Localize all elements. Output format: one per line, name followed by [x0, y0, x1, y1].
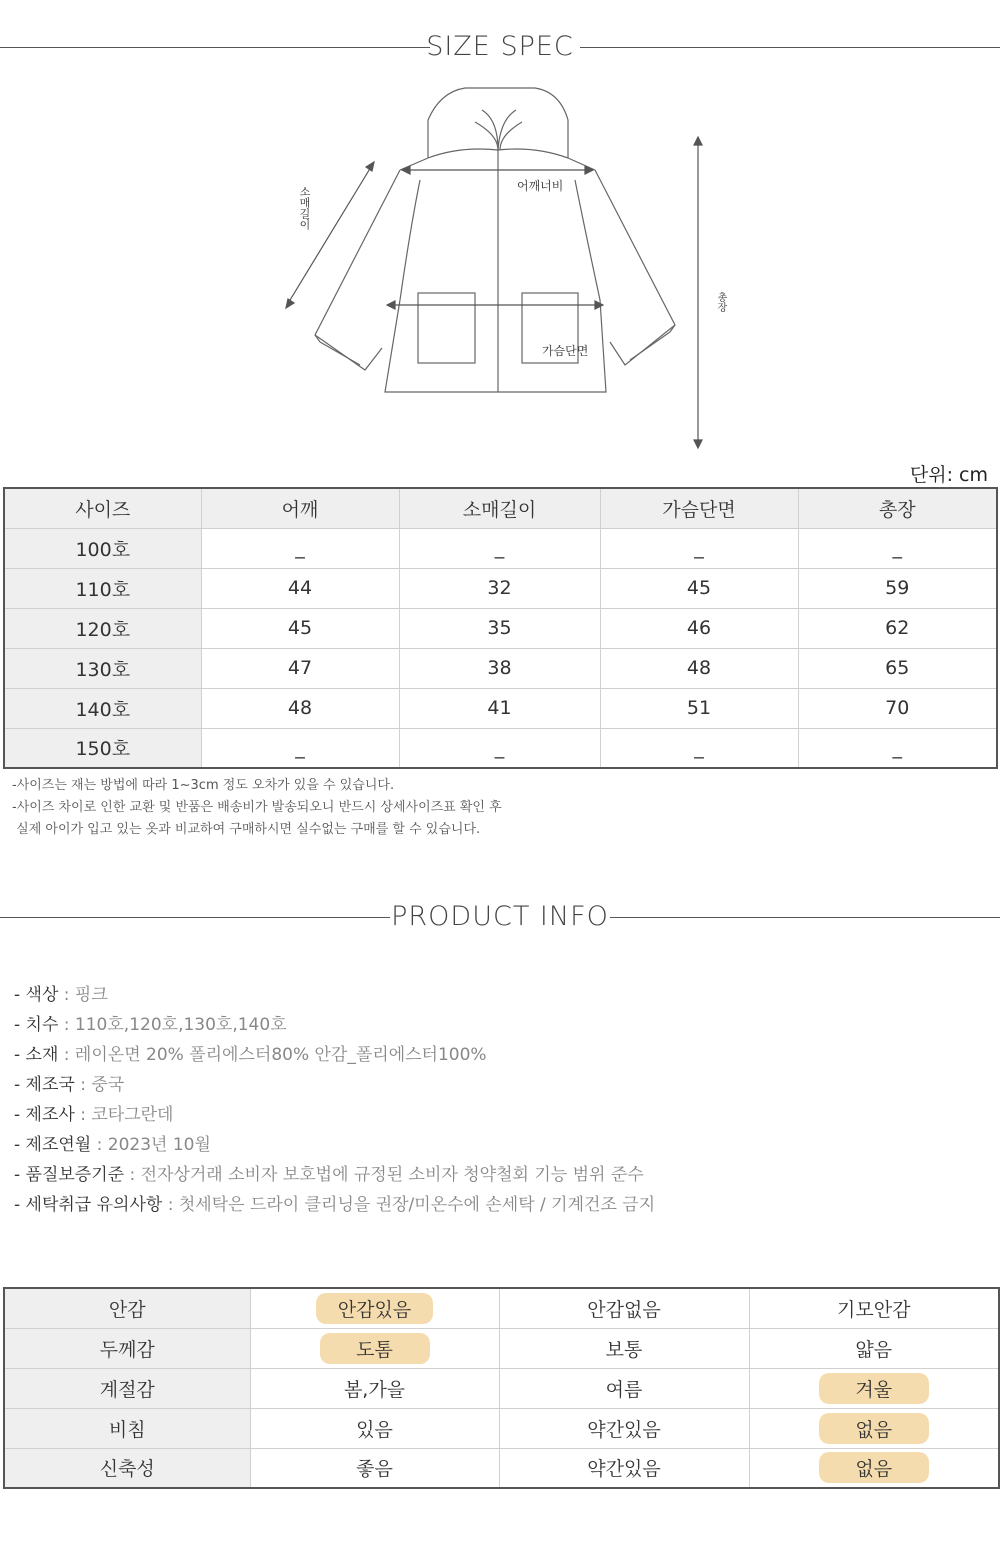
note-line: 실제 아이가 입고 있는 옷과 비교하여 구매하시면 실수없는 구매를 할 수 있습니다.	[12, 822, 481, 837]
feature-option: 약간있음	[587, 1458, 661, 1481]
info-value: : 110호,120호,130호,140호	[58, 1015, 287, 1035]
note-line: -사이즈 차이로 인한 교환 및 반품은 배송비가 발송되오니 반드시 상세사이즈표 확인 후	[12, 800, 502, 815]
feature-option-selected: 없음	[819, 1452, 929, 1483]
table-cell: 46	[600, 608, 798, 648]
table-cell: _	[399, 728, 600, 768]
size-cell: 100호	[4, 528, 201, 568]
table-cell: 51	[600, 688, 798, 728]
table-row	[4, 688, 997, 728]
feature-label: 계절감	[4, 1368, 250, 1408]
info-row-color	[14, 980, 655, 1010]
size-table	[3, 487, 998, 769]
feature-label: 안감	[4, 1288, 250, 1328]
table-row	[4, 568, 997, 608]
feature-option-cell	[250, 1328, 499, 1368]
info-value: : 레이온면 20% 폴리에스터80% 안감_폴리에스터100%	[58, 1045, 487, 1065]
header-size: 사이즈	[4, 488, 201, 528]
chest-label: 가슴단면	[542, 344, 589, 358]
table-cell: 45	[201, 608, 399, 648]
feature-option: 봄,가을	[343, 1378, 406, 1401]
feature-row	[4, 1288, 999, 1328]
table-row	[4, 648, 997, 688]
info-row-care	[14, 1190, 655, 1220]
table-cell: 41	[399, 688, 600, 728]
table-cell: 44	[201, 568, 399, 608]
table-cell: 35	[399, 608, 600, 648]
table-row	[4, 728, 997, 768]
info-row-date	[14, 1130, 655, 1160]
size-spec-heading	[0, 27, 1000, 67]
table-cell: 65	[798, 648, 997, 688]
product-info-title: PRODUCT INFO	[391, 901, 609, 932]
feature-label: 비침	[4, 1408, 250, 1448]
feature-table	[3, 1287, 1000, 1489]
table-row	[4, 528, 997, 568]
feature-option-cell	[499, 1448, 749, 1488]
feature-option: 얇음	[855, 1338, 893, 1361]
size-cell: 120호	[4, 608, 201, 648]
table-cell: _	[600, 728, 798, 768]
feature-option-cell	[749, 1288, 999, 1328]
feature-row	[4, 1448, 999, 1488]
note-line: -사이즈는 재는 방법에 따라 1~3cm 정도 오차가 있을 수 있습니다.	[12, 778, 395, 793]
feature-option-cell	[250, 1288, 499, 1328]
table-cell: _	[399, 528, 600, 568]
table-cell: _	[798, 528, 997, 568]
feature-option-cell	[499, 1368, 749, 1408]
size-cell: 150호	[4, 728, 201, 768]
product-info-heading	[0, 897, 1000, 937]
size-table-header	[4, 488, 997, 528]
info-value: : 핑크	[58, 985, 108, 1005]
info-key: - 품질보증기준	[14, 1165, 125, 1185]
feature-option: 안감없음	[587, 1298, 661, 1321]
feature-row	[4, 1368, 999, 1408]
info-value: : 전자상거래 소비자 보호법에 규정된 소비자 청약철회 기능 범위 준수	[124, 1165, 644, 1185]
info-value: : 2023년 10월	[91, 1135, 211, 1155]
table-cell: 59	[798, 568, 997, 608]
table-cell: 32	[399, 568, 600, 608]
unit-label: 단위: cm	[909, 464, 988, 486]
info-row-warranty	[14, 1160, 655, 1190]
feature-option-cell	[749, 1328, 999, 1368]
info-row-manufacturer	[14, 1100, 655, 1130]
size-cell: 110호	[4, 568, 201, 608]
header-sleeve: 소매길이	[399, 488, 600, 528]
info-row-size	[14, 1010, 655, 1040]
feature-option: 있음	[356, 1418, 393, 1441]
product-info-list	[14, 980, 655, 1220]
feature-row	[4, 1328, 999, 1368]
feature-label: 신축성	[4, 1448, 250, 1488]
feature-option-cell	[749, 1448, 999, 1488]
feature-option-selected: 안감있음	[316, 1293, 433, 1324]
feature-option-cell	[499, 1408, 749, 1448]
info-key: - 세탁취급 유의사항	[14, 1195, 163, 1215]
sleeve-label: 소매길이	[298, 186, 311, 230]
table-cell: 45	[600, 568, 798, 608]
jacket-diagram	[250, 80, 770, 460]
feature-option-cell	[749, 1408, 999, 1448]
feature-option: 약간있음	[587, 1418, 661, 1441]
info-row-country	[14, 1070, 655, 1100]
info-key: - 제조국	[14, 1075, 75, 1095]
feature-option: 보통	[605, 1338, 643, 1361]
feature-option: 좋음	[356, 1458, 393, 1481]
size-notes	[12, 775, 502, 841]
feature-option-cell	[499, 1328, 749, 1368]
feature-option: 기모안감	[837, 1298, 911, 1321]
table-cell: 47	[201, 648, 399, 688]
size-cell: 130호	[4, 648, 201, 688]
feature-option-selected: 겨울	[819, 1373, 929, 1404]
feature-option-cell	[250, 1368, 499, 1408]
info-key: - 제조연월	[14, 1135, 92, 1155]
info-value: : 코타그란데	[74, 1105, 174, 1125]
table-row	[4, 608, 997, 648]
info-row-material	[14, 1040, 655, 1070]
table-cell: 48	[201, 688, 399, 728]
feature-option-cell	[250, 1408, 499, 1448]
info-key: - 치수	[14, 1015, 59, 1035]
table-cell: _	[201, 528, 399, 568]
feature-option-cell	[499, 1288, 749, 1328]
table-cell: 62	[798, 608, 997, 648]
shoulder-label: 어깨너비	[517, 179, 564, 193]
size-cell: 140호	[4, 688, 201, 728]
header-chest: 가슴단면	[600, 488, 798, 528]
feature-option-selected: 도톰	[320, 1333, 430, 1364]
feature-label: 두께감	[4, 1328, 250, 1368]
table-cell: 48	[600, 648, 798, 688]
header-length: 총장	[798, 488, 997, 528]
info-key: - 색상	[14, 985, 59, 1005]
info-key: - 소재	[14, 1045, 59, 1065]
length-label: 총장	[715, 292, 726, 312]
feature-option-cell	[749, 1368, 999, 1408]
feature-option-selected: 없음	[819, 1413, 929, 1444]
table-cell: 38	[399, 648, 600, 688]
table-cell: _	[201, 728, 399, 768]
table-cell: _	[798, 728, 997, 768]
size-diagram	[250, 80, 770, 460]
feature-row	[4, 1408, 999, 1448]
table-cell: 70	[798, 688, 997, 728]
feature-option-cell	[250, 1448, 499, 1488]
info-key: - 제조사	[14, 1105, 75, 1125]
info-value: : 첫세탁은 드라이 클리닝을 권장/미온수에 손세탁 / 기계건조 금지	[162, 1195, 656, 1215]
table-cell: _	[600, 528, 798, 568]
header-shoulder: 어깨	[201, 488, 399, 528]
info-value: : 중국	[74, 1075, 125, 1095]
feature-option: 여름	[605, 1378, 643, 1401]
size-spec-title: SIZE SPEC	[426, 31, 574, 62]
